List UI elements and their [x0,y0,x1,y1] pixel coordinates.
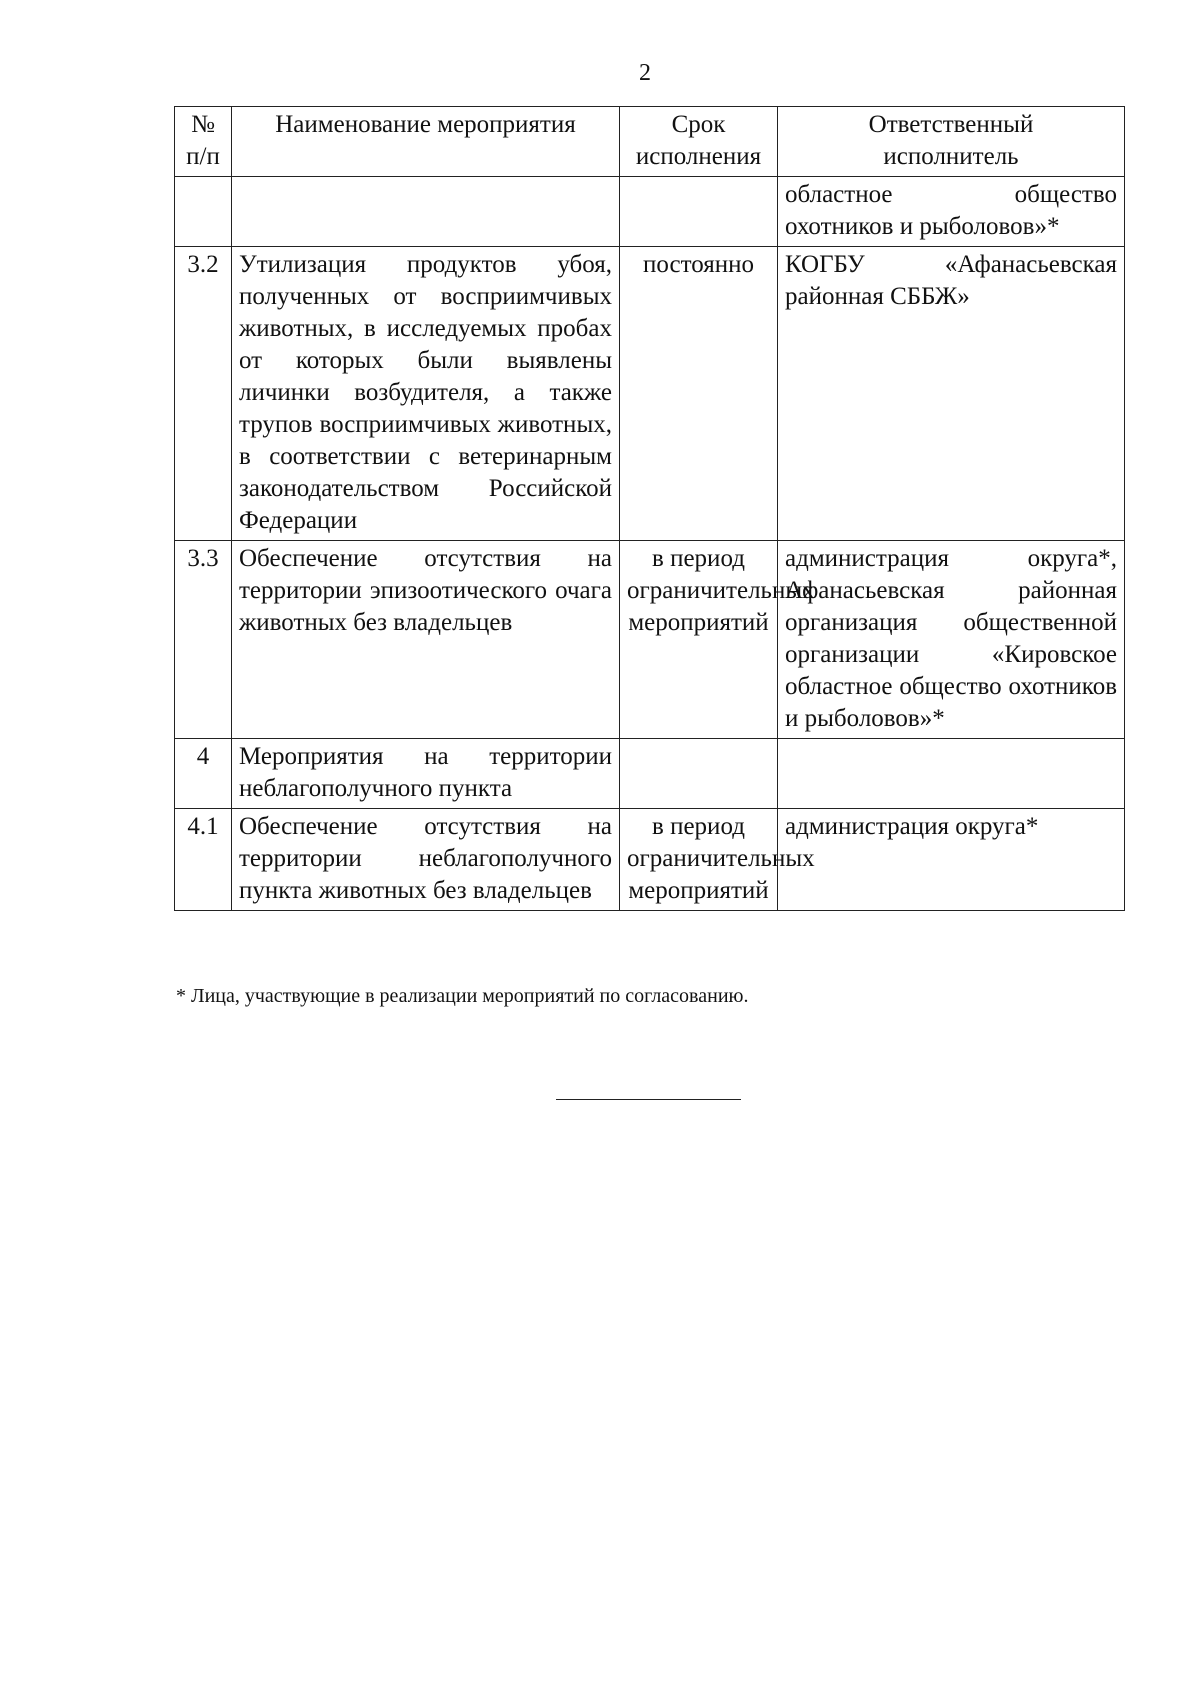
cell-responsible [778,739,1125,809]
activities-table [174,106,1125,911]
table-row [175,541,1125,739]
footnote: * Лица, участвующие в реализации мероприятий по согласованию. [176,985,749,1007]
cell-activity-name: Мероприятия на территории неблагополучного пункта [232,739,620,809]
header-activity-name [232,107,620,177]
cell-responsible: администрация округа*, Афанасьевская районная организация общественной организации «Кировское областное общество охотников и рыболовов»* [778,541,1125,739]
cell-number: 4 [175,739,232,809]
continuation-responsible-line2: охотников и рыболовов»* [785,213,1060,240]
end-of-document-rule [556,1099,741,1100]
cell-responsible: КОГБУ «Афанасьевская районная СББЖ» [778,247,1125,541]
cell-activity-name: Обеспечение отсутствия на территории эпизоотического очага животных без владельцев [232,541,620,739]
page-number: 2 [639,60,651,86]
table-row-continuation [175,177,1125,247]
header-number-line2: п/п [186,143,220,170]
table-row [175,739,1125,809]
cell-term: в период ограничительных мероприятий [620,541,778,739]
header-number-line1: № [191,111,215,138]
header-term-line1: Срок [671,111,726,138]
cell-term: в период ограничительных мероприятий [620,809,778,911]
table-row [175,809,1125,911]
header-responsible-line1: Ответственный [868,111,1034,138]
cell-number: 3.3 [175,541,232,739]
cell-activity-name [232,177,620,247]
cell-activity-name: Утилизация продуктов убоя, полученных от восприимчивых животных, в исследуемых пробах от которых были выявлены личинки возбудителя, а также трупов восприимчивых животных, в соответствии с ветеринарным законодательством Российской Федерации [232,247,620,541]
cell-number: 3.2 [175,247,232,541]
cell-term [620,177,778,247]
table-row [175,247,1125,541]
cell-responsible [778,177,1125,247]
header-activity-name-text: Наименование мероприятия [275,111,576,138]
cell-activity-name: Обеспечение отсутствия на территории неблагополучного пункта животных без владельцев [232,809,620,911]
header-term [620,107,778,177]
cell-term [620,739,778,809]
cell-term: постоянно [620,247,778,541]
table-header-row [175,107,1125,177]
header-responsible-line2: исполнитель [883,143,1019,170]
cell-number [175,177,232,247]
cell-number: 4.1 [175,809,232,911]
continuation-responsible-line1: областное общество [785,181,1117,208]
header-term-line2: исполнения [635,143,762,170]
cell-responsible: администрация округа* [778,809,1125,911]
header-number [175,107,232,177]
header-responsible [778,107,1125,177]
